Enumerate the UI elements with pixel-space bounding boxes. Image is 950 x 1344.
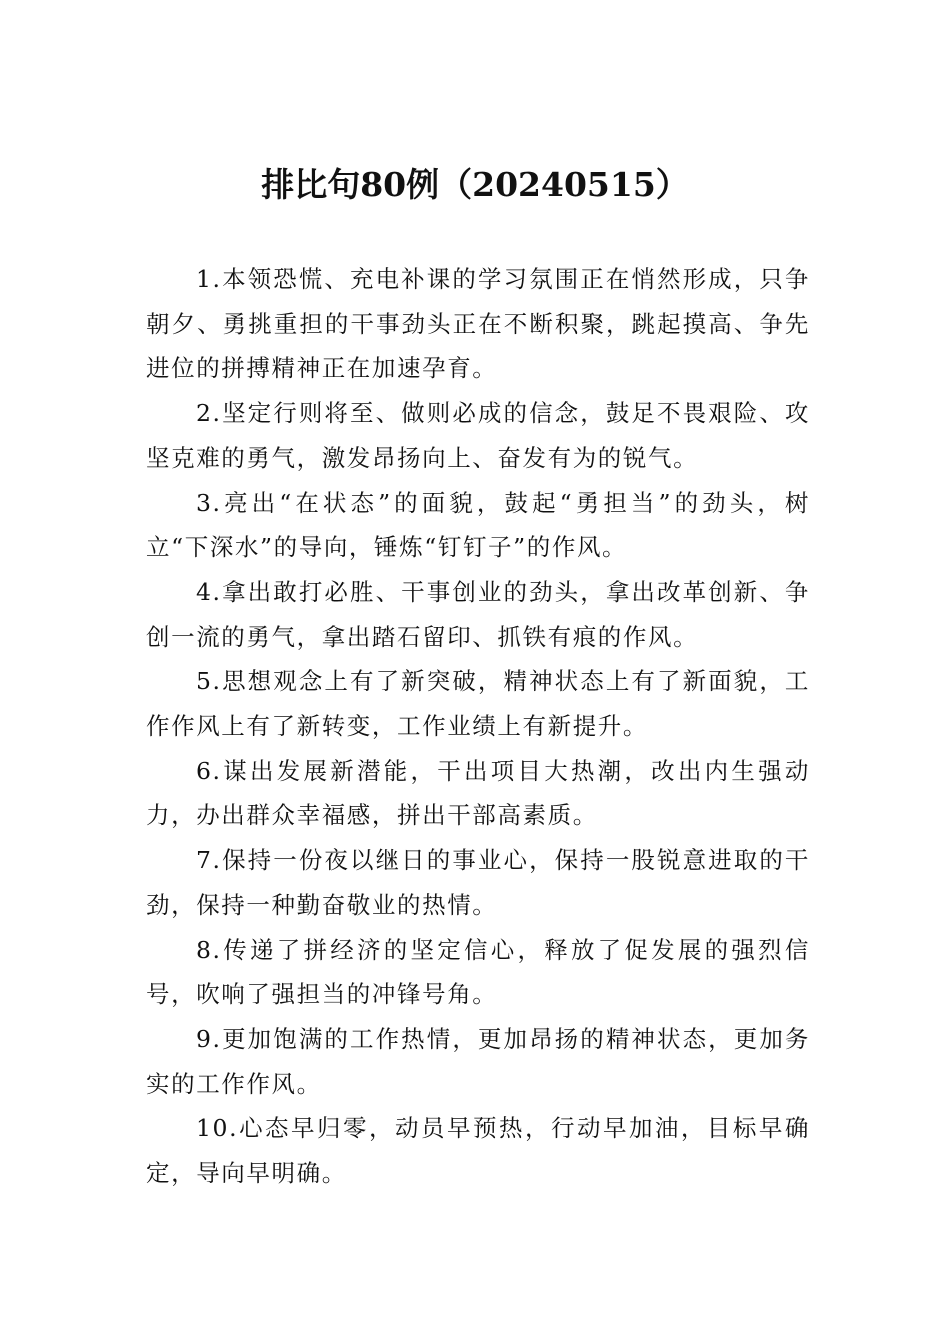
paragraph-7: 7.保持一份夜以继日的事业心，保持一股锐意进取的干劲，保持一种勤奋敬业的热情。 [146,846,810,919]
document-title: 排比句80例（20240515） [261,165,689,204]
paragraph-5: 5.思想观念上有了新突破，精神状态上有了新面貌，工作作风上有了新转变，工作业绩上有新提升。 [146,667,810,741]
paragraph-10: 10.心态早归零，动员早预热，行动早加油，目标早确定，导向早明确。 [146,1114,810,1188]
paragraph-4: 4.拿出敢打必胜、干事创业的劲头，拿出改革创新、争创一流的勇气，拿出踏石留印、抓铁有痕的作风。 [146,577,810,651]
paragraph-2: 2.坚定行则将至、做则必成的信念，鼓足不畏艰险、攻坚克难的勇气，激发昂扬向上、奋发有为的锐气。 [146,399,810,472]
document-body [146,257,810,1196]
paragraph-3: 3.亮出“在状态”的面貌，鼓起“勇担当”的劲头，树立“下深水”的导向，锤炼“钉钉子”的作风。 [146,488,810,562]
paragraph-1: 1.本领恐慌、充电补课的学习氛围正在悄然形成，只争朝夕、勇挑重担的干事劲头正在不断积聚，跳起摸高、争先进位的拼搏精神正在加速孕育。 [146,265,810,383]
paragraph-8: 8.传递了拼经济的坚定信心，释放了促发展的强烈信号，吹响了强担当的冲锋号角。 [146,935,810,1009]
paragraph-9: 9.更加饱满的工作热情，更加昂扬的精神状态，更加务实的工作作风。 [146,1024,810,1098]
paragraph-6: 6.谋出发展新潜能，干出项目大热潮，改出内生强动力，办出群众幸福感，拼出干部高素质。 [146,756,810,830]
